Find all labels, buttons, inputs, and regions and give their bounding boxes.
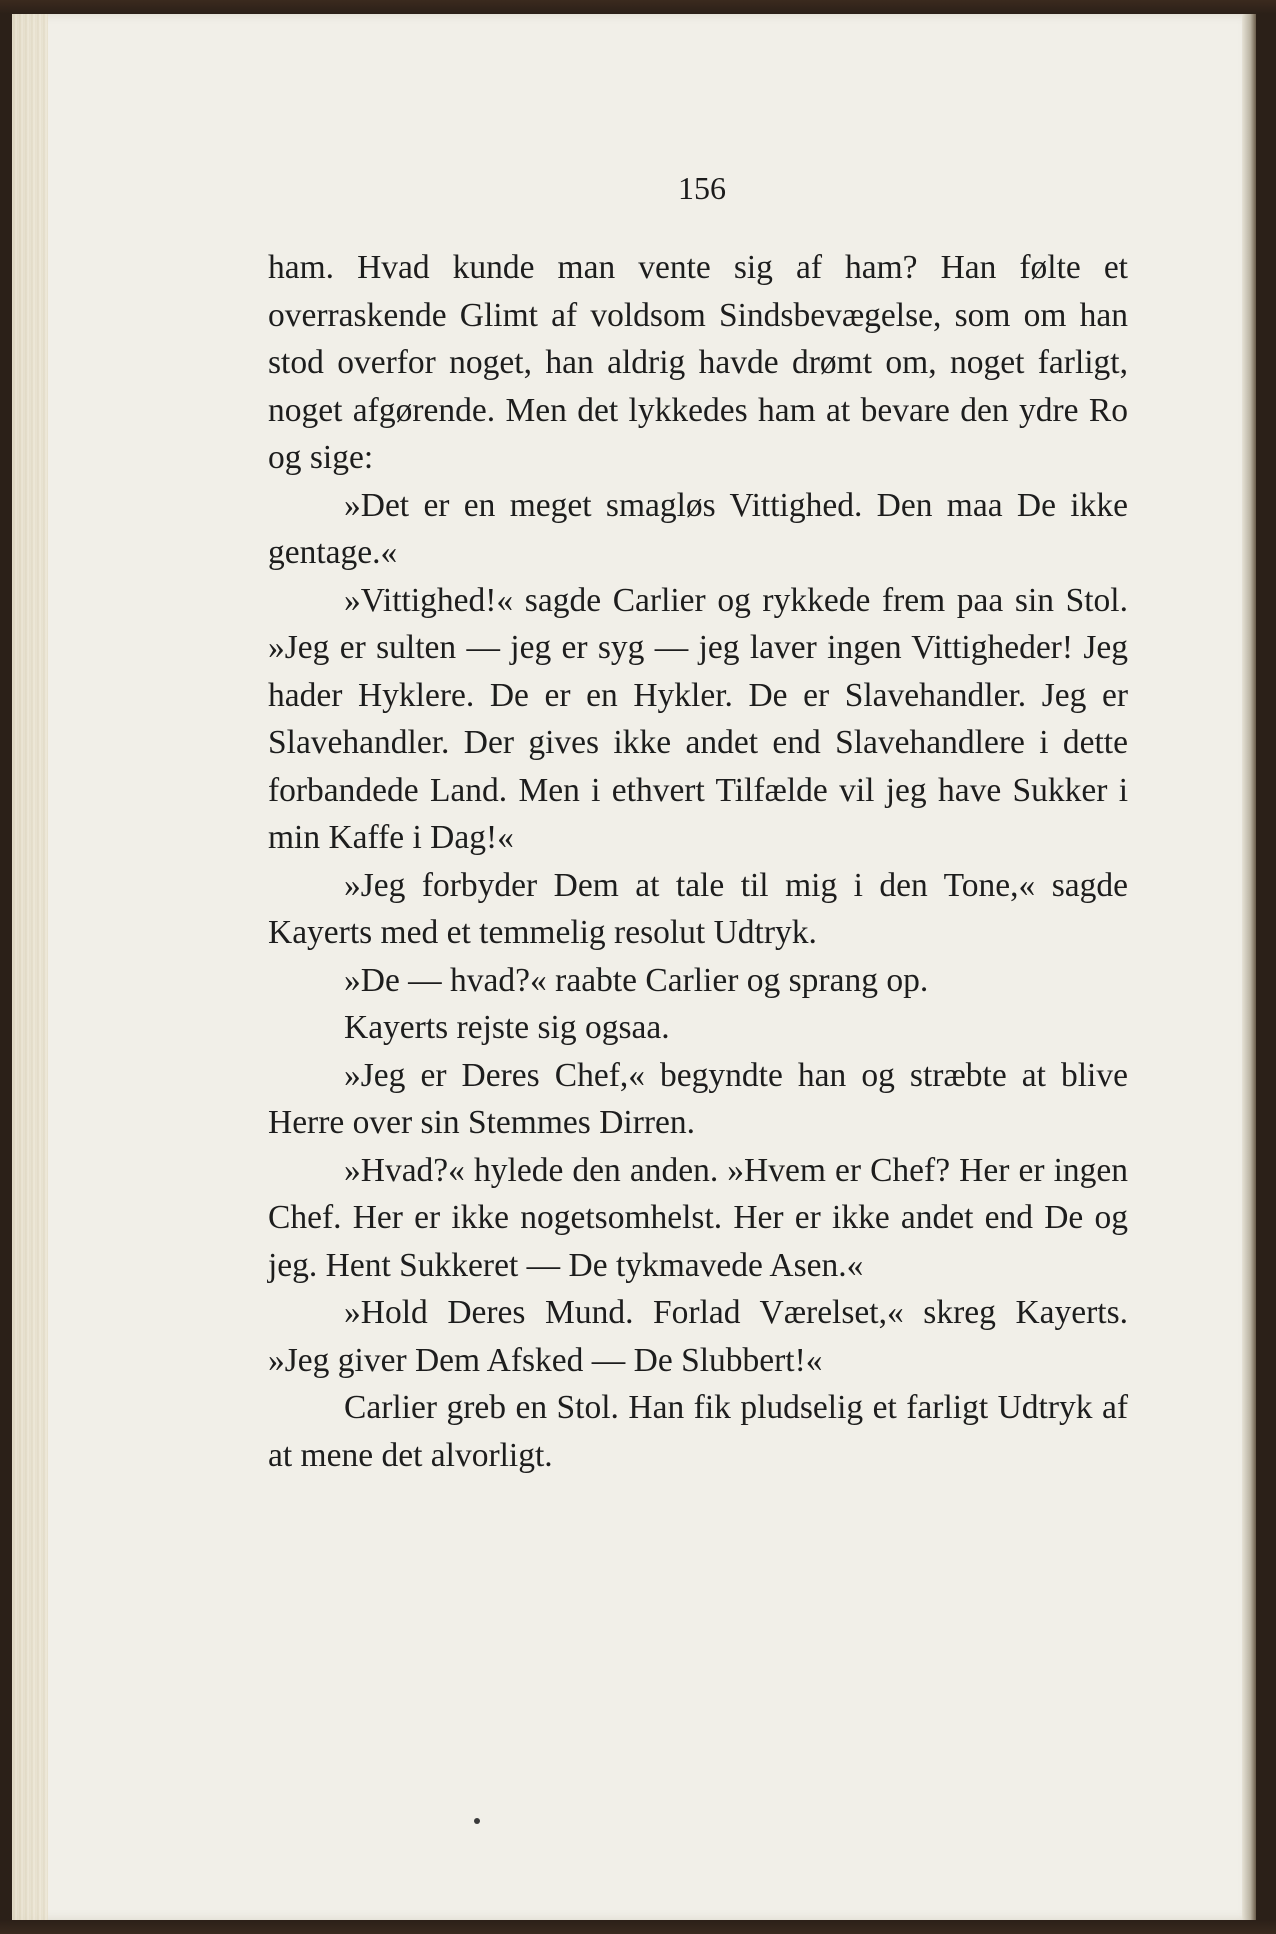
paragraph: »De — hvad?« raabte Carlier og sprang op. [344, 961, 929, 999]
ink-speck [474, 1818, 480, 1824]
paragraph: »Jeg forbyder Dem at tale til mig i den Tone,« sagde Kayerts med et temmelig resolut Udtryk. [268, 866, 1128, 951]
body-text [268, 244, 1128, 1479]
paragraph: ham. Hvad kunde man vente sig af ham? Han følte et overraskende Glimt af voldsom Sindsbevægelse, som om han stod overfor noget, han aldrig havde drømt om, noget farligt, noget afgørende. Men det lykkedes ham at bevare den ydre Ro og sige: [268, 249, 1128, 476]
paragraph: »Det er en meget smagløs Vittighed. Den maa De ikke gentage.« [268, 486, 1128, 571]
paragraph: Carlier greb en Stol. Han fik pludselig et farligt Udtryk af at mene det alvorligt. [268, 1389, 1128, 1474]
page-number: 156 [678, 170, 726, 206]
paragraph: »Vittighed!« sagde Carlier og rykkede frem paa sin Stol. »Jeg er sulten — jeg er syg — jeg laver ingen Vittigheder! Jeg hader Hyklere. De er en Hykler. De er Slavehandler. Jeg er Slavehandler. Der gives ikke andet end Slavehandlere i dette forbandede Land. Men i ethvert Tilfælde vil jeg have Sukker i min Kaffe i Dag!« [268, 581, 1128, 856]
paragraph: Kayerts rejste sig ogsaa. [344, 1009, 670, 1046]
paragraph: »Jeg er Deres Chef,« begyndte han og stræbte at blive Herre over sin Stemmes Dirren. [268, 1056, 1128, 1141]
page-gutter [12, 14, 48, 1920]
page-fore-edge [1242, 14, 1256, 1920]
paragraph: »Hvad?« hylede den anden. »Hvem er Chef? Her er ingen Chef. Her er ikke nogetsomhelst. Her er ikke andet end De og jeg. Hent Sukkeret — De tykmavede Asen.« [268, 1151, 1128, 1284]
paragraph: »Hold Deres Mund. Forlad Værelset,« skreg Kayerts. »Jeg giver Dem Afsked — De Slubbert!« [268, 1294, 1128, 1379]
